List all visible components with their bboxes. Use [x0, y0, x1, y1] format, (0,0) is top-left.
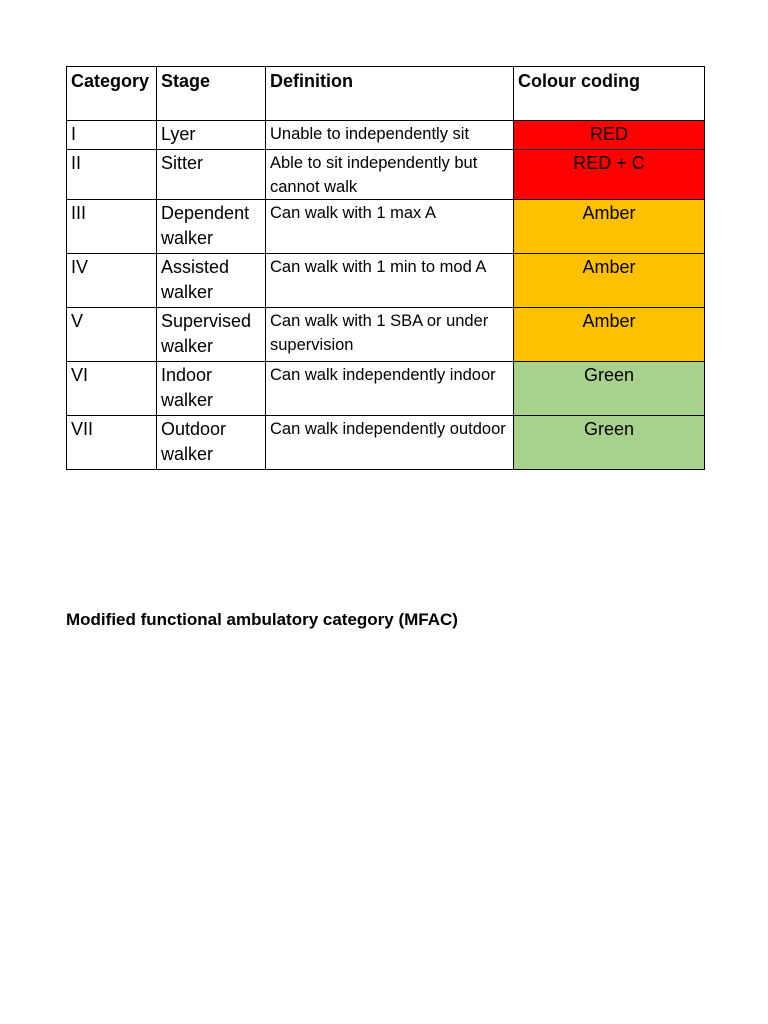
stage-cell: Lyer [157, 121, 266, 150]
category-cell: VI [67, 362, 157, 416]
header-category: Category [67, 67, 157, 121]
colour-cell: Green [514, 362, 705, 416]
table-row [67, 308, 705, 362]
definition-cell: Can walk independently indoor [266, 362, 514, 416]
mfac-table [66, 66, 705, 470]
header-stage: Stage [157, 67, 266, 121]
table-row [67, 416, 705, 470]
colour-cell: RED + C [514, 150, 705, 200]
table-caption: Modified functional ambulatory category (MFAC) [66, 610, 458, 629]
table-row [67, 362, 705, 416]
table-row [67, 150, 705, 200]
table-row [67, 121, 705, 150]
category-cell: V [67, 308, 157, 362]
colour-cell: Amber [514, 200, 705, 254]
colour-cell: Green [514, 416, 705, 470]
definition-cell: Can walk with 1 max A [266, 200, 514, 254]
stage-cell: Assisted walker [157, 254, 266, 308]
stage-cell: Supervised walker [157, 308, 266, 362]
definition-cell: Unable to independently sit [266, 121, 514, 150]
colour-cell: Amber [514, 308, 705, 362]
stage-cell: Sitter [157, 150, 266, 200]
definition-cell: Can walk with 1 SBA or under supervision [266, 308, 514, 362]
definition-cell: Able to sit independently but cannot walk [266, 150, 514, 200]
definition-cell: Can walk independently outdoor [266, 416, 514, 470]
stage-cell: Outdoor walker [157, 416, 266, 470]
header-colour-coding: Colour coding [514, 67, 705, 121]
category-cell: III [67, 200, 157, 254]
category-cell: VII [67, 416, 157, 470]
table-row [67, 254, 705, 308]
category-cell: IV [67, 254, 157, 308]
stage-cell: Dependent walker [157, 200, 266, 254]
table-header-row [67, 67, 705, 121]
definition-cell: Can walk with 1 min to mod A [266, 254, 514, 308]
colour-cell: RED [514, 121, 705, 150]
category-cell: II [67, 150, 157, 200]
stage-cell: Indoor walker [157, 362, 266, 416]
table-row [67, 200, 705, 254]
header-definition: Definition [266, 67, 514, 121]
colour-cell: Amber [514, 254, 705, 308]
category-cell: I [67, 121, 157, 150]
